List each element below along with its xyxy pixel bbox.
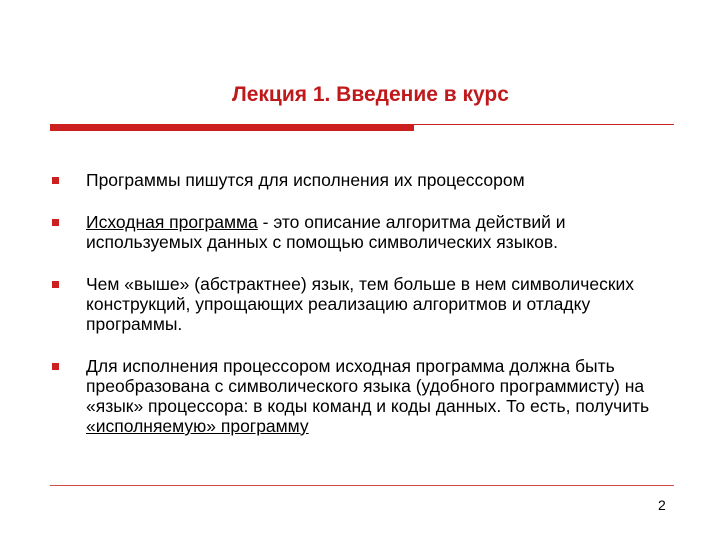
bullet-text-1: Программы пишутся для исполнения их процессором <box>86 170 525 190</box>
bullet-list <box>52 170 672 436</box>
slide-title: Лекция 1. Введение в курс <box>232 83 509 106</box>
title-underline-thick <box>50 124 414 131</box>
bullet-item-4 <box>52 356 672 436</box>
bullet-item-2 <box>52 212 672 252</box>
source-program-link[interactable]: Исходная программа <box>86 212 258 232</box>
bullet-text-4 <box>86 356 671 436</box>
title-underline-thin <box>414 124 674 125</box>
square-bullet-icon <box>52 177 59 184</box>
footer-divider <box>50 485 674 486</box>
bullet-text-2 <box>86 212 671 252</box>
bullet-text-4-before: Для исполнения процессором исходная программа должна быть преобразована с символического языка (удобного программисту) на «язык» процессора: в коды команд и коды данных. То есть, получить <box>86 356 650 416</box>
square-bullet-icon <box>52 219 59 226</box>
bullet-text-3: Чем «выше» (абстрактнее) язык, тем больше в нем символических конструкций, упрощающих реализацию алгоритмов и отладку программы. <box>86 274 635 334</box>
bullet-text-2-rest: - это описание алгоритма действий и используемых данных с помощью символических языков. <box>86 212 566 252</box>
page-number: 2 <box>658 497 666 513</box>
executable-program-link[interactable]: «исполняемую» программу <box>86 416 309 436</box>
bullet-item-1 <box>52 170 672 190</box>
square-bullet-icon <box>52 363 59 370</box>
square-bullet-icon <box>52 281 59 288</box>
bullet-item-3 <box>52 274 672 334</box>
